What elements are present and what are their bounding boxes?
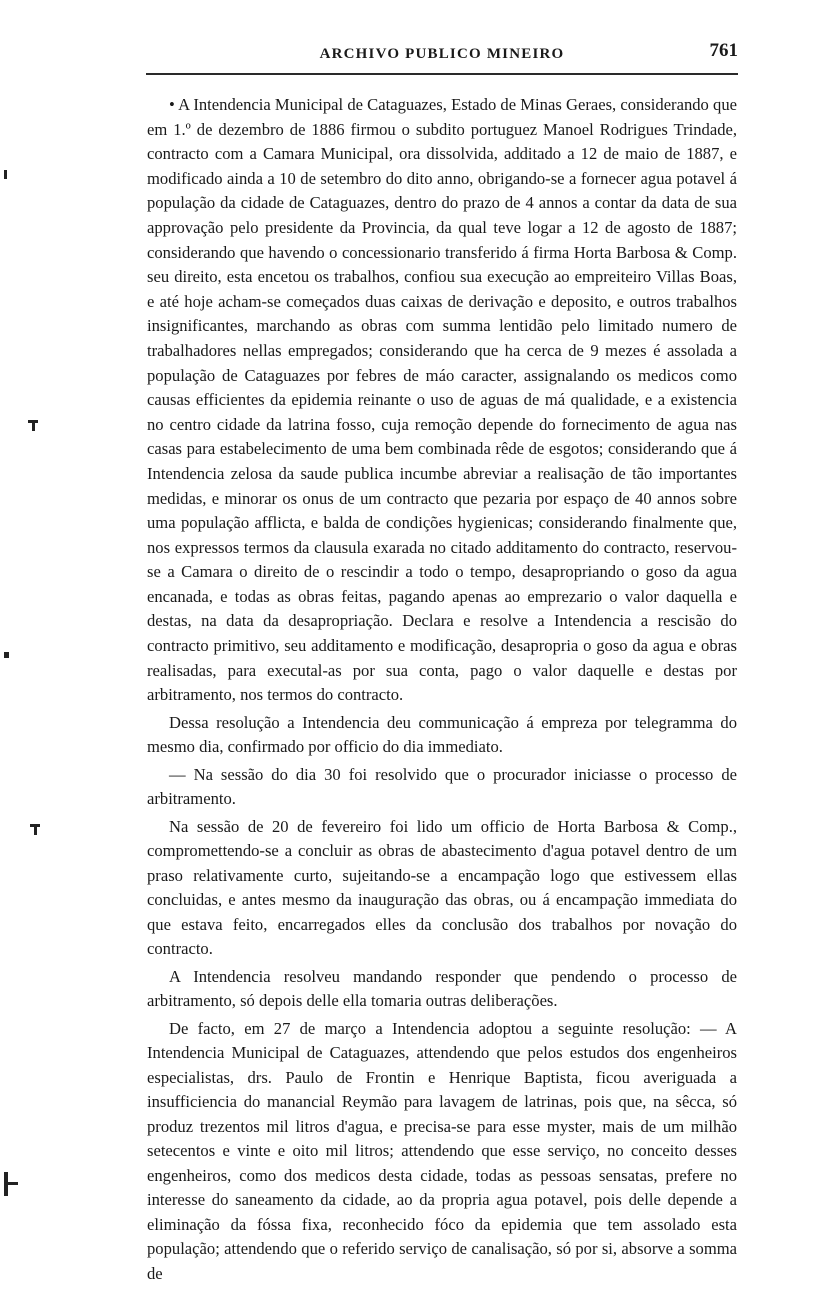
margin-speck xyxy=(8,1182,18,1185)
margin-speck xyxy=(4,170,7,179)
running-header xyxy=(146,40,738,74)
paragraph-session-30: — Na sessão do dia 30 foi resolvido que o procurador iniciasse o processo de arbitramento. xyxy=(147,764,737,809)
margin-speck xyxy=(34,827,37,835)
running-title: ARCHIVO PUBLICO MINEIRO xyxy=(319,46,565,62)
body-text xyxy=(147,93,737,1289)
paragraph-telegram: Dessa resolução a Intendencia deu communicação á empreza por telegramma do mesmo dia, confirmado por officio do dia immediato. xyxy=(147,712,737,757)
paragraph-session-20-feb: Na sessão de 20 de fevereiro foi lido um officio de Horta Barbosa & Comp., compromettendo-se a concluir as obras de abastecimento d'agua potavel dentro de um praso relativamente curto, sujeitando-se a encampação logo que estivessem ellas concluidas, e antes mesmo da inauguração das obras, ou á encampação immediata do que estava feito, encarregados elles da conclusão dos trabalhos por novação do contracto. xyxy=(147,816,737,959)
page-number: 761 xyxy=(709,40,738,61)
margin-speck xyxy=(4,652,9,658)
paragraph-resolution: • A Intendencia Municipal de Cataguazes, Estado de Minas Geraes, considerando que em 1.º de dezembro de 1886 firmou o subdito portuguez Manoel Rodrigues Trindade, contracto com a Camara Municipal, ora dissolvida, additado a 12 de maio de 1887, e modificado ainda a 10 de setembro do dito anno, obrigando-se a fornecer agua potavel á população da cidade de Cataguazes, dentro do prazo de 4 annos a contar da data de sua approvação pelo presidente da Provincia, da qual teve logar a 12 de agosto de 1887; considerando que havendo o concessionario transferido á firma Horta Barbosa & Comp. seu direito, esta encetou os trabalhos, confiou sua execução ao empreiteiro Villas Boas, e até hoje acham-se começados duas caixas de derivação e deposito, e outros trabalhos insignificantes, marchando as obras com summa lentidão pelo limitado numero de trabalhadores nellas empregados; considerando que ha cerca de 9 mezes é assolada a população de Cataguazes por febres de máo caracter, assignalando os medicos como causas efficientes da epidemia reinante o uso de aguas de má qualidade, e a existencia no centro cidade da latrina fosso, cuja remoção depende do fornecimento de agua nas casas para estabelecimento de uma bem combinada rêde de esgotos; considerando que á Intendencia zelosa da saude publica incumbe abreviar a realisação de tão importantes medidas, e minorar os onus de um contracto que pezaria por espaço de 40 annos sobre uma população afflicta, e balda de condições hygienicas; considerando finalmente que, nos expressos termos da clausula exarada no citado additamento do contracto, reservou-se a Camara o direito de o rescindir a todo o tempo, desapropriando o goso da agua encanada, e todas as obras feitas, pagando apenas ao emprezario o valor daquella e destas, na data da desapropriação. Declara e resolve a Intendencia a rescisão do contracto primitivo, seu additamento e modificação, desapropria o goso da agua e obras realisadas, para executal-as por sua conta, pago o valor daquelle e destas por arbitramento, nos termos do contracto. xyxy=(147,95,737,705)
paragraph-march-27-resolution: De facto, em 27 de março a Intendencia adoptou a seguinte resolução: — A Intendencia Municipal de Cataguazes, attendendo que pelos estudos dos engenheiros especialistas, drs. Paulo de Frontin e Henrique Baptista, ficou averiguada a insufficiencia do manancial Reymão para lavagem de latrinas, pois que, na sêcca, só produz trezentos mil litros d'agua, e precisa-se para esse myster, mais de um milhão setecentos e vinte e oito mil litros; attendendo que esse serviço, no conceito desses engenheiros, como dos medicos desta cidade, todas as pessoas sensatas, prefere no interesse do saneamento da cidade, ao da propria agua potavel, pois delle depende a eliminação da fóssa fixa, reconhecido fóco da epidemia que tem assolado esta população; attendendo que o referido serviço de canalisação, só por si, absorve a somma de xyxy=(147,1018,737,1283)
margin-speck xyxy=(32,423,35,431)
header-rule xyxy=(146,73,738,75)
paragraph-intendencia-reply: A Intendencia resolveu mandando responder que pendendo o processo de arbitramento, só depois delle ella tomaria outras deliberações. xyxy=(147,966,737,1011)
